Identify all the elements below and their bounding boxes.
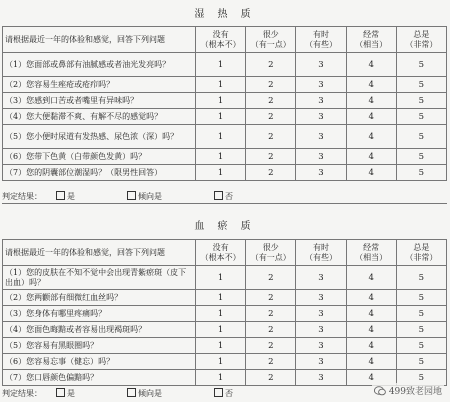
column-header: 很少 （有一点） (246, 27, 296, 53)
score-cell[interactable]: 5 (396, 290, 446, 306)
result-option[interactable] (214, 388, 233, 399)
score-cell[interactable]: 4 (346, 93, 396, 109)
score-cell[interactable]: 4 (346, 322, 396, 338)
score-cell[interactable]: 1 (196, 93, 246, 109)
column-header: 经常 （相当） (346, 240, 396, 266)
question-row (3, 322, 447, 338)
question-row (3, 109, 447, 125)
score-cell[interactable]: 3 (296, 109, 346, 125)
result-option[interactable] (214, 191, 233, 202)
score-cell[interactable]: 2 (246, 322, 296, 338)
score-cell[interactable]: 1 (196, 338, 246, 354)
score-cell[interactable]: 4 (346, 53, 396, 77)
checkbox-icon[interactable] (214, 388, 223, 397)
score-cell[interactable]: 1 (196, 354, 246, 370)
score-cell[interactable]: 4 (346, 266, 396, 290)
score-cell[interactable]: 5 (396, 149, 446, 165)
score-cell[interactable]: 5 (396, 165, 446, 181)
score-cell[interactable]: 1 (196, 290, 246, 306)
score-cell[interactable]: 1 (196, 322, 246, 338)
score-cell[interactable]: 4 (346, 370, 396, 386)
question-row (3, 93, 447, 109)
result-option-label: 是 (67, 389, 75, 398)
score-cell[interactable]: 5 (396, 322, 446, 338)
score-cell[interactable]: 2 (246, 165, 296, 181)
score-cell[interactable]: 2 (246, 53, 296, 77)
result-label: 判定结果： (2, 192, 42, 201)
score-cell[interactable]: 1 (196, 77, 246, 93)
score-cell[interactable]: 2 (246, 290, 296, 306)
score-cell[interactable]: 3 (296, 306, 346, 322)
question-row (3, 266, 447, 290)
column-header: 有时 （有些） (296, 240, 346, 266)
score-cell[interactable]: 5 (396, 77, 446, 93)
score-cell[interactable]: 2 (246, 354, 296, 370)
score-cell[interactable]: 1 (196, 53, 246, 77)
score-cell[interactable]: 2 (246, 93, 296, 109)
question-row (3, 149, 447, 165)
result-option[interactable] (127, 388, 162, 399)
section-title-blood-stasis: 血 瘀 质 (194, 221, 256, 232)
question-text: （3）您身体有哪里疼痛吗？ (3, 306, 196, 322)
column-header: 总是 （非常） (396, 240, 446, 266)
score-cell[interactable]: 4 (346, 354, 396, 370)
score-cell[interactable]: 5 (396, 109, 446, 125)
question-text: （3）您感到口苦或者嘴里有异味吗？ (3, 93, 196, 109)
score-cell[interactable]: 3 (296, 354, 346, 370)
score-cell[interactable]: 4 (346, 165, 396, 181)
column-header: 很少 （有一点） (246, 240, 296, 266)
score-cell[interactable]: 5 (396, 93, 446, 109)
checkbox-icon[interactable] (56, 388, 65, 397)
question-row (3, 306, 447, 322)
score-cell[interactable]: 2 (246, 370, 296, 386)
score-cell[interactable]: 4 (346, 290, 396, 306)
watermark-text: 499致老园地 (388, 387, 442, 397)
question-text: （5）您容易有黑眼圈吗？ (3, 338, 196, 354)
score-cell[interactable]: 1 (196, 266, 246, 290)
score-cell[interactable]: 4 (346, 149, 396, 165)
score-cell[interactable]: 2 (246, 266, 296, 290)
checkbox-icon[interactable] (127, 388, 136, 397)
checkbox-icon[interactable] (214, 191, 223, 200)
score-cell[interactable]: 4 (346, 306, 396, 322)
score-cell[interactable]: 3 (296, 77, 346, 93)
result-option-label: 否 (225, 389, 233, 398)
column-header: 没有 （根本不） (196, 240, 246, 266)
score-cell[interactable]: 3 (296, 266, 346, 290)
question-text: （1）您的皮肤在不知不觉中会出现青紫瘀斑（皮下出血）吗？ (3, 266, 196, 290)
question-row (3, 53, 447, 77)
question-row (3, 354, 447, 370)
result-option[interactable] (56, 191, 75, 202)
questionnaire-table-blood-stasis (2, 239, 447, 386)
score-cell[interactable]: 4 (346, 125, 396, 149)
score-cell[interactable]: 2 (246, 306, 296, 322)
result-option[interactable] (56, 388, 75, 399)
result-option-label: 倾向是 (138, 389, 162, 398)
question-row (3, 165, 447, 181)
column-header: 没有 （根本不） (196, 27, 246, 53)
watermark (372, 383, 444, 398)
table-prompt: 请根据最近一年的体验和感觉，回答下列问题 (3, 27, 196, 53)
score-cell[interactable]: 2 (246, 125, 296, 149)
result-label: 判定结果： (2, 389, 42, 398)
questionnaire-table-damp-heat (2, 26, 447, 181)
score-cell[interactable]: 1 (196, 306, 246, 322)
score-cell[interactable]: 2 (246, 77, 296, 93)
question-text: （7）您口唇颜色偏黯吗？ (3, 370, 196, 386)
score-cell[interactable]: 2 (246, 109, 296, 125)
result-option-label: 倾向是 (138, 192, 162, 201)
checkbox-icon[interactable] (56, 191, 65, 200)
score-cell[interactable]: 3 (296, 125, 346, 149)
score-cell[interactable]: 5 (396, 306, 446, 322)
question-text: （2）您容易生痤疮或疮疖吗？ (3, 77, 196, 93)
question-row (3, 77, 447, 93)
score-cell[interactable]: 5 (396, 53, 446, 77)
result-row-damp-heat (2, 190, 447, 204)
score-cell[interactable]: 3 (296, 53, 346, 77)
question-row (3, 290, 447, 306)
score-cell[interactable]: 1 (196, 149, 246, 165)
score-cell[interactable]: 5 (396, 266, 446, 290)
score-cell[interactable]: 4 (346, 77, 396, 93)
score-cell[interactable]: 3 (296, 149, 346, 165)
score-cell[interactable]: 3 (296, 322, 346, 338)
table-prompt: 请根据最近一年的体验和感觉，回答下列问题 (3, 240, 196, 266)
score-cell[interactable]: 1 (196, 165, 246, 181)
question-row (3, 338, 447, 354)
score-cell[interactable]: 3 (296, 93, 346, 109)
score-cell[interactable]: 3 (296, 370, 346, 386)
question-text: （6）您容易忘事（健忘）吗？ (3, 354, 196, 370)
result-option-label: 否 (225, 192, 233, 201)
question-text: （4）您面色晦黯或者容易出现褐斑吗？ (3, 322, 196, 338)
score-cell[interactable]: 4 (346, 338, 396, 354)
score-cell[interactable]: 1 (196, 109, 246, 125)
question-text: （7）您的阴囊部位潮湿吗？（限男性回答） (3, 165, 196, 181)
score-cell[interactable]: 3 (296, 290, 346, 306)
score-cell[interactable]: 2 (246, 338, 296, 354)
score-cell[interactable]: 5 (396, 338, 446, 354)
question-row (3, 125, 447, 149)
question-text: （2）您两颧部有细微红血丝吗？ (3, 290, 196, 306)
checkbox-icon[interactable] (127, 191, 136, 200)
column-header: 经常 （相当） (346, 27, 396, 53)
score-cell[interactable]: 3 (296, 165, 346, 181)
wechat-icon (374, 386, 386, 396)
score-cell[interactable]: 4 (346, 109, 396, 125)
score-cell[interactable]: 3 (296, 338, 346, 354)
score-cell[interactable]: 1 (196, 125, 246, 149)
column-header: 总是 （非常） (396, 27, 446, 53)
score-cell[interactable]: 5 (396, 354, 446, 370)
question-text: （6）您带下色黄（白带颜色发黄）吗？ (3, 149, 196, 165)
result-option-label: 是 (67, 192, 75, 201)
section-title-damp-heat: 湿 热 质 (194, 9, 256, 20)
question-text: （4）您大便黏滞不爽、有解不尽的感觉吗？ (3, 109, 196, 125)
score-cell[interactable]: 1 (196, 370, 246, 386)
column-header: 有时 （有些） (296, 27, 346, 53)
score-cell[interactable]: 5 (396, 370, 446, 386)
question-text: （5）您小便时尿道有发热感、尿色浓（深）吗？ (3, 125, 196, 149)
score-cell[interactable]: 2 (246, 149, 296, 165)
question-text: （1）您面部或鼻部有油腻感或者油光发亮吗？ (3, 53, 196, 77)
score-cell[interactable]: 5 (396, 125, 446, 149)
result-option[interactable] (127, 191, 162, 202)
